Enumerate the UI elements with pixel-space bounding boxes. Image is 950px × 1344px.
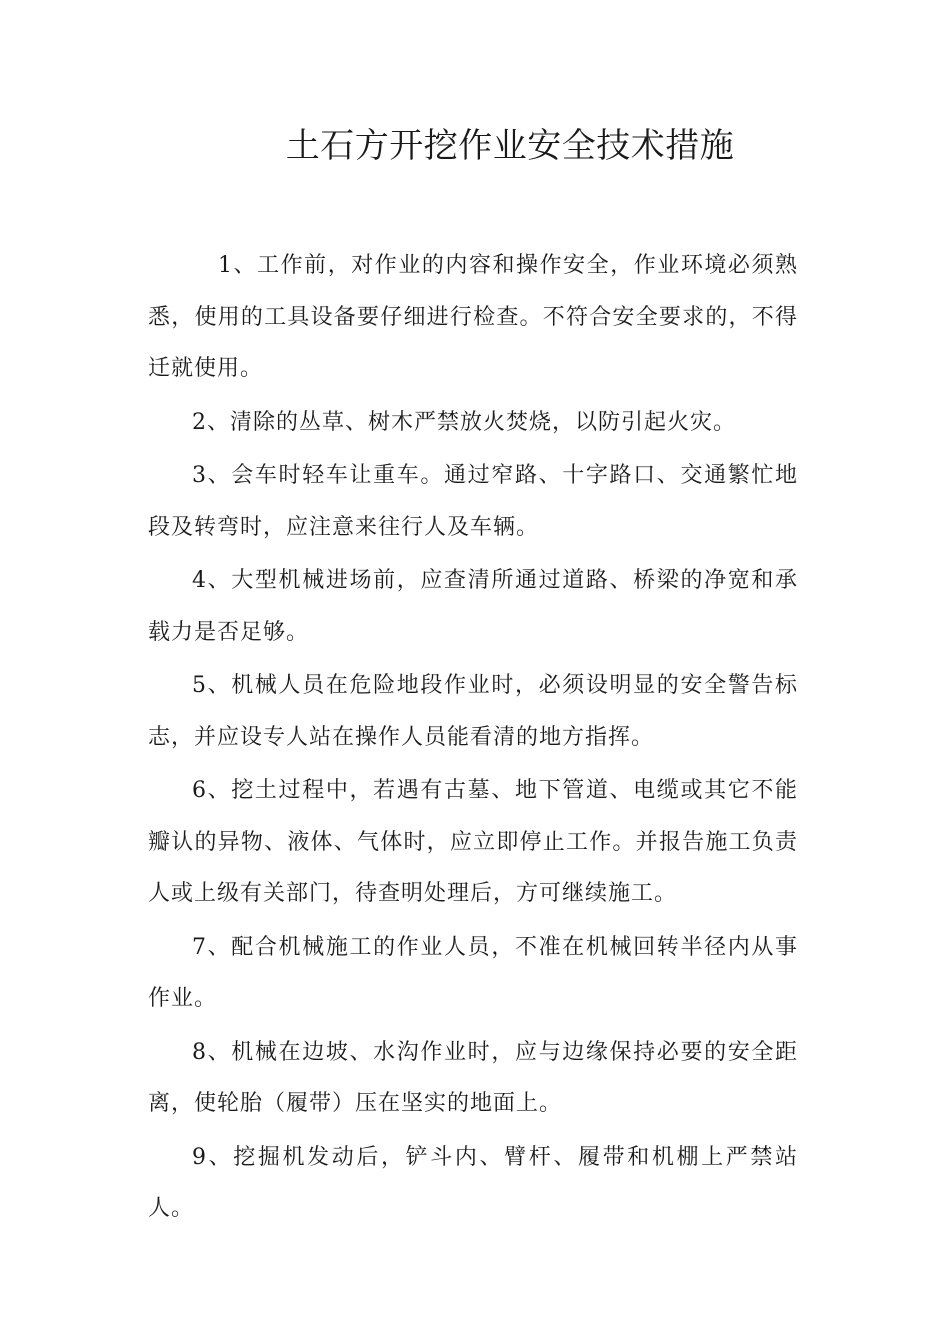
paragraph-1: 1、工作前，对作业的内容和操作安全，作业环境必须熟悉，使用的工具设备要仔细进行检查。不符合安全要求的，不得迁就使用。 <box>148 253 798 381</box>
paragraph-7: 7、配合机械施工的作业人员，不准在机械回转半径内从事作业。 <box>148 934 798 1011</box>
paragraph-9: 9、挖掘机发动后，铲斗内、臂杆、履带和机棚上严禁站人。 <box>148 1144 798 1221</box>
document-title: 土石方开挖作业安全技术措施 <box>285 126 735 166</box>
document-body <box>148 240 798 1237</box>
paragraph-8: 8、机械在边坡、水沟作业时，应与边缘保持必要的安全距离，使轮胎（履带）压在坚实的地面上。 <box>148 1039 798 1116</box>
paragraph-3: 3、会车时轻车让重车。通过窄路、十字路口、交通繁忙地段及转弯时，应注意来往行人及车辆。 <box>148 463 798 540</box>
paragraph-5: 5、机械人员在危险地段作业时，必须设明显的安全警告标志，并应设专人站在操作人员能看清的地方指挥。 <box>148 673 798 750</box>
paragraph-2: 2、清除的丛草、树木严禁放火焚烧，以防引起火灾。 <box>192 409 736 435</box>
paragraph-4: 4、大型机械进场前，应查清所通过道路、桥梁的净宽和承载力是否足够。 <box>148 568 798 645</box>
paragraph-6: 6、挖土过程中，若遇有古墓、地下管道、电缆或其它不能瓣认的异物、液体、气体时，应立即停止工作。并报告施工负责人或上级有关部门，待查明处理后，方可继续施工。 <box>148 778 798 906</box>
